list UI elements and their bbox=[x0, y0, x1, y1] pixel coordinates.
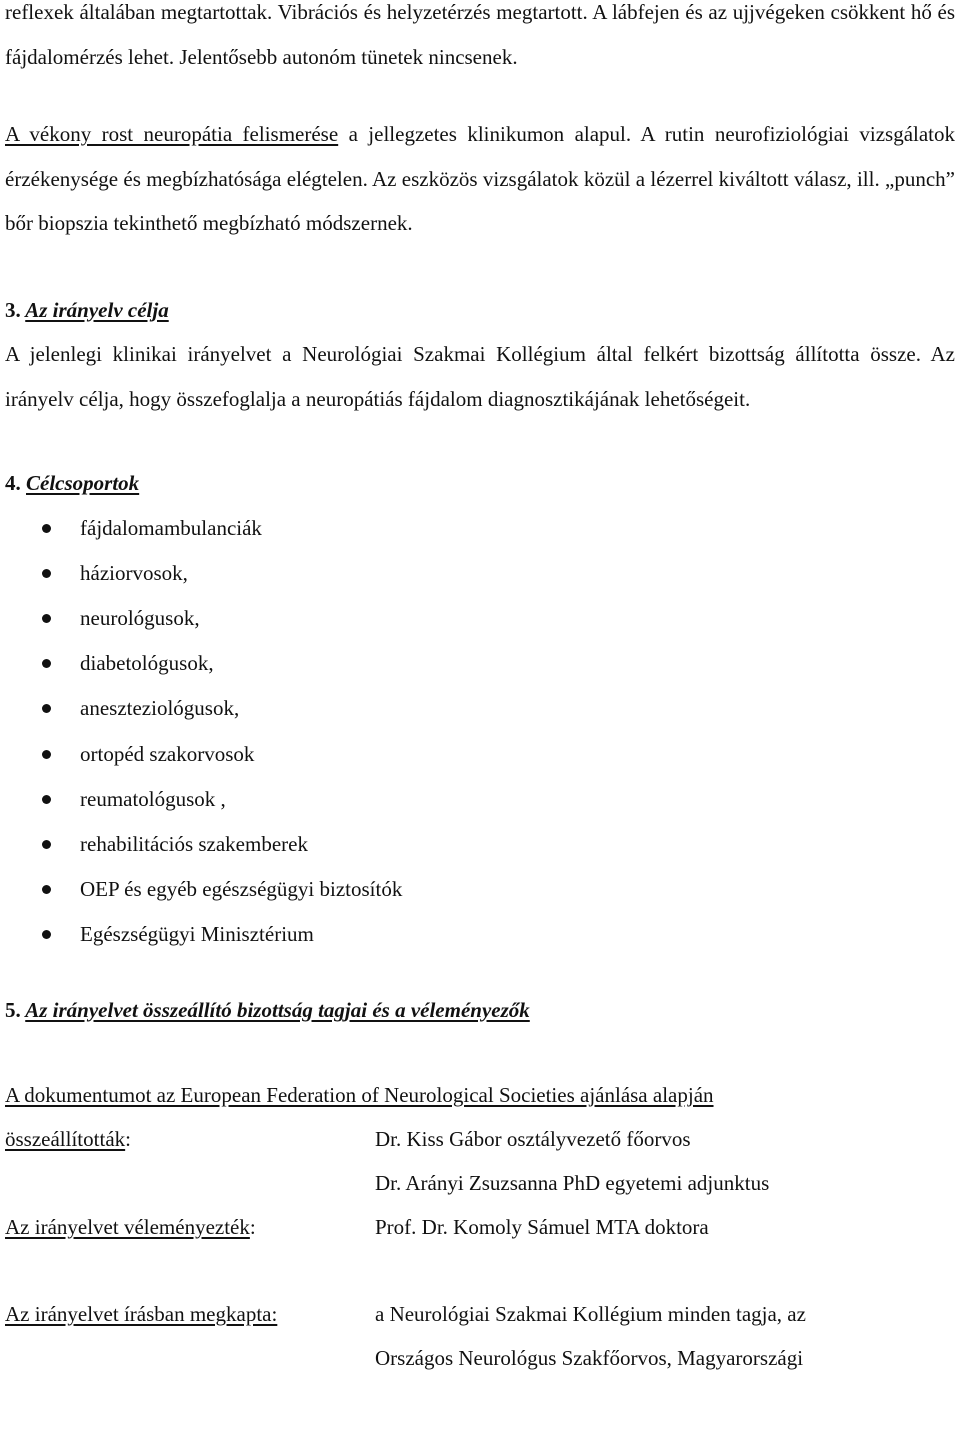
list-item-text: reumatológusok , bbox=[80, 786, 226, 811]
recipient-text: a Neurológiai Szakmai Kollégium minden tagja, az bbox=[375, 1302, 806, 1327]
recipients-row-2 bbox=[5, 1336, 955, 1380]
reviewed-label-colon: : bbox=[249, 1215, 256, 1240]
compiled-label-colon: : bbox=[125, 1127, 131, 1152]
section-3-title: Az irányelv célja bbox=[25, 297, 169, 322]
list-item bbox=[5, 912, 955, 957]
compiled-label bbox=[5, 1117, 131, 1161]
list-item bbox=[5, 867, 955, 912]
list-item bbox=[5, 732, 955, 777]
list-item-text: ortopéd szakorvosok bbox=[80, 741, 255, 766]
bullet-icon bbox=[42, 704, 51, 713]
received-label: Az irányelvet írásban megkapta: bbox=[5, 1302, 278, 1327]
reviewed-label-text: Az irányelvet véleményezték bbox=[5, 1215, 250, 1240]
small-fiber-heading-phrase: A vékony rost neuropátia felismerése bbox=[5, 122, 339, 146]
intro-paragraph-2 bbox=[5, 112, 955, 246]
reviewer-name: Prof. Dr. Komoly Sámuel MTA doktora bbox=[375, 1215, 709, 1240]
list-item-text: OEP és egyéb egészségügyi biztosítók bbox=[80, 877, 403, 902]
list-item-text: neurológusok, bbox=[80, 605, 200, 630]
reviewers-row bbox=[5, 1205, 955, 1249]
list-item bbox=[5, 777, 955, 822]
section-5-heading bbox=[5, 988, 955, 1033]
list-item-text: fájdalomambulanciák bbox=[80, 515, 262, 540]
bullet-icon bbox=[42, 795, 51, 804]
intro-paragraph-2-text: a jellegzetes klinikumon alapul. A rutin neurofiziológiai vizsgálatok érzékenysége és megbízhatósága elégtelen. Az eszközös vizsgálatok közül a lézerrel kiváltott válasz, ill. „punch” bőr biopszia tekinthető megbízható módszernek. bbox=[5, 122, 955, 235]
bullet-icon bbox=[42, 569, 51, 578]
bullet-icon bbox=[42, 930, 51, 939]
list-item bbox=[5, 822, 955, 867]
bullet-icon bbox=[42, 750, 51, 759]
list-item bbox=[5, 641, 955, 686]
list-item bbox=[5, 596, 955, 641]
reviewed-label bbox=[5, 1205, 256, 1249]
section-3-number: 3. bbox=[5, 297, 21, 322]
section-3-text: A jelenlegi klinikai irányelvet a Neurológiai Szakmai Kollégium által felkért bizottság állította össze. Az irányelv célja, hogy összefoglalja a neuropátiás fájdalom diagnosztikájának lehetőségeit. bbox=[5, 342, 955, 411]
bullet-icon bbox=[42, 614, 51, 623]
compiler-name: Dr. Kiss Gábor osztályvezető főorvos bbox=[375, 1127, 691, 1152]
bullet-icon bbox=[42, 524, 51, 533]
list-item bbox=[5, 686, 955, 731]
section-4-heading bbox=[5, 461, 955, 506]
section-5-number: 5. bbox=[5, 997, 21, 1022]
section-3-heading bbox=[5, 288, 955, 333]
section-5-title: Az irányelvet összeállító bizottság tagjai és a véleményezők bbox=[25, 997, 530, 1022]
recipients-row bbox=[5, 1292, 955, 1336]
section-4-number: 4. bbox=[5, 471, 21, 495]
spacer bbox=[5, 1249, 955, 1292]
compilers-row bbox=[5, 1117, 955, 1161]
efns-basis-line: A dokumentumot az European Federation of Neurological Societies ajánlása alapján bbox=[5, 1083, 714, 1108]
list-item-text: aneszteziológusok, bbox=[80, 696, 240, 721]
bullet-icon bbox=[42, 885, 51, 894]
section-4-title: Célcsoportok bbox=[26, 471, 140, 495]
list-item-text: rehabilitációs szakemberek bbox=[80, 831, 308, 856]
list-item-text: diabetológusok, bbox=[80, 651, 214, 676]
document-page bbox=[5, 0, 955, 1380]
recipient-text: Országos Neurológus Szakfőorvos, Magyarországi bbox=[375, 1346, 804, 1371]
intro-paragraph-1: reflexek általában megtartottak. Vibrációs és helyzetérzés megtartott. A lábfejen és az ujjvégeken csökkent hő és fájdalomérzés lehet. Jelentősebb autonóm tünetek nincsenek. bbox=[5, 0, 955, 69]
target-group-list bbox=[5, 506, 955, 958]
bullet-icon bbox=[42, 840, 51, 849]
compiled-label-text: összeállították bbox=[5, 1127, 126, 1152]
list-item bbox=[5, 506, 955, 551]
list-item-text: háziorvosok, bbox=[80, 560, 188, 585]
compilers-row-2 bbox=[5, 1161, 955, 1205]
bullet-icon bbox=[42, 659, 51, 668]
compiler-name: Dr. Arányi Zsuzsanna PhD egyetemi adjunktus bbox=[375, 1171, 770, 1196]
list-item bbox=[5, 551, 955, 596]
list-item-text: Egészségügyi Minisztérium bbox=[80, 922, 314, 947]
